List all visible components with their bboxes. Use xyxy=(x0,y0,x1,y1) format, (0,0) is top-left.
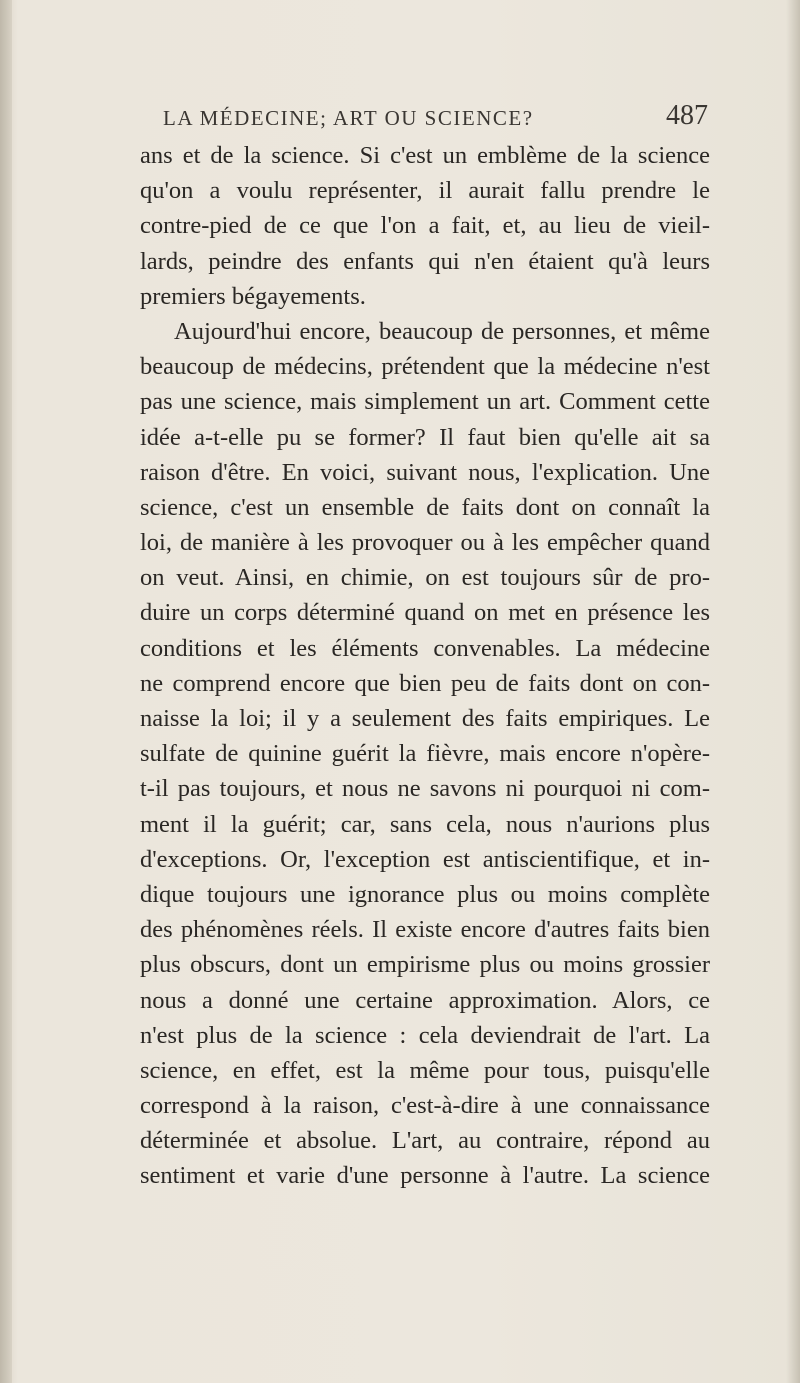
text-line: science, en effet, est la même pour tous, puisqu'elle xyxy=(140,1056,710,1084)
text-line: ans et de la science. Si c'est un emblème de la science xyxy=(140,142,710,169)
page-number: 487 xyxy=(666,100,708,131)
text-line: on veut. Ainsi, en chimie, on est toujours sûr de pro- xyxy=(140,564,710,592)
text-line: plus obscurs, dont un empirisme plus ou moins grossier xyxy=(140,951,710,979)
text-line: naisse la loi; il y a seulement des faits empiriques. Le xyxy=(140,705,710,732)
text-line: nous a donné une certaine approximation. Alors, ce xyxy=(140,986,710,1014)
text-line: qu'on a voulu représenter, il aurait fallu prendre le xyxy=(140,177,710,205)
text-line: sentiment et varie d'une personne à l'autre. La science xyxy=(140,1162,710,1190)
text-line: duire un corps déterminé quand on met en présence les xyxy=(140,599,710,627)
body-text xyxy=(140,138,710,1194)
text-line: raison d'être. En voici, suivant nous, l'explication. Une xyxy=(140,458,710,486)
text-line: science, c'est un ensemble de faits dont on connaît la xyxy=(140,493,710,521)
text-line: beaucoup de médecins, prétendent que la médecine n'est xyxy=(140,353,710,381)
text-line: correspond à la raison, c'est-à-dire à une connaissance xyxy=(140,1092,710,1120)
text-line: Aujourd'hui encore, beaucoup de personnes, et même xyxy=(174,317,710,345)
text-line: pas une science, mais simplement un art. Comment cette xyxy=(140,388,710,416)
text-line: ment il la guérit; car, sans cela, nous n'aurions plus xyxy=(140,810,710,838)
running-head xyxy=(163,100,708,132)
text-line: n'est plus de la science : cela deviendrait de l'art. La xyxy=(140,1021,710,1049)
text-line: lards, peindre des enfants qui n'en étaient qu'à leurs xyxy=(140,247,710,275)
page-left-edge xyxy=(0,0,12,1383)
text-line: dique toujours une ignorance plus ou moins complète xyxy=(140,880,710,908)
text-line: contre-pied de ce que l'on a fait, et, au lieu de vieil- xyxy=(140,212,710,240)
running-title: LA MÉDECINE; ART OU SCIENCE? xyxy=(163,106,534,130)
page-right-edge xyxy=(786,0,800,1383)
text-line: sulfate de quinine guérit la fièvre, mais encore n'opère- xyxy=(140,740,710,768)
text-line: déterminée et absolue. L'art, au contraire, répond au xyxy=(140,1127,710,1155)
text-line: t-il pas toujours, et nous ne savons ni pourquoi ni com- xyxy=(140,775,710,803)
text-line: des phénomènes réels. Il existe encore d'autres faits bien xyxy=(140,916,710,944)
text-line: idée a-t-elle pu se former? Il faut bien qu'elle ait sa xyxy=(140,423,710,451)
text-line: d'exceptions. Or, l'exception est antiscientifique, et in- xyxy=(140,845,710,873)
text-line: conditions et les éléments convenables. La médecine xyxy=(140,634,710,662)
text-line: ne comprend encore que bien peu de faits dont on con- xyxy=(140,669,710,697)
text-line: premiers bégayements. xyxy=(140,282,366,310)
text-line: loi, de manière à les provoquer ou à les empêcher quand xyxy=(140,529,710,557)
